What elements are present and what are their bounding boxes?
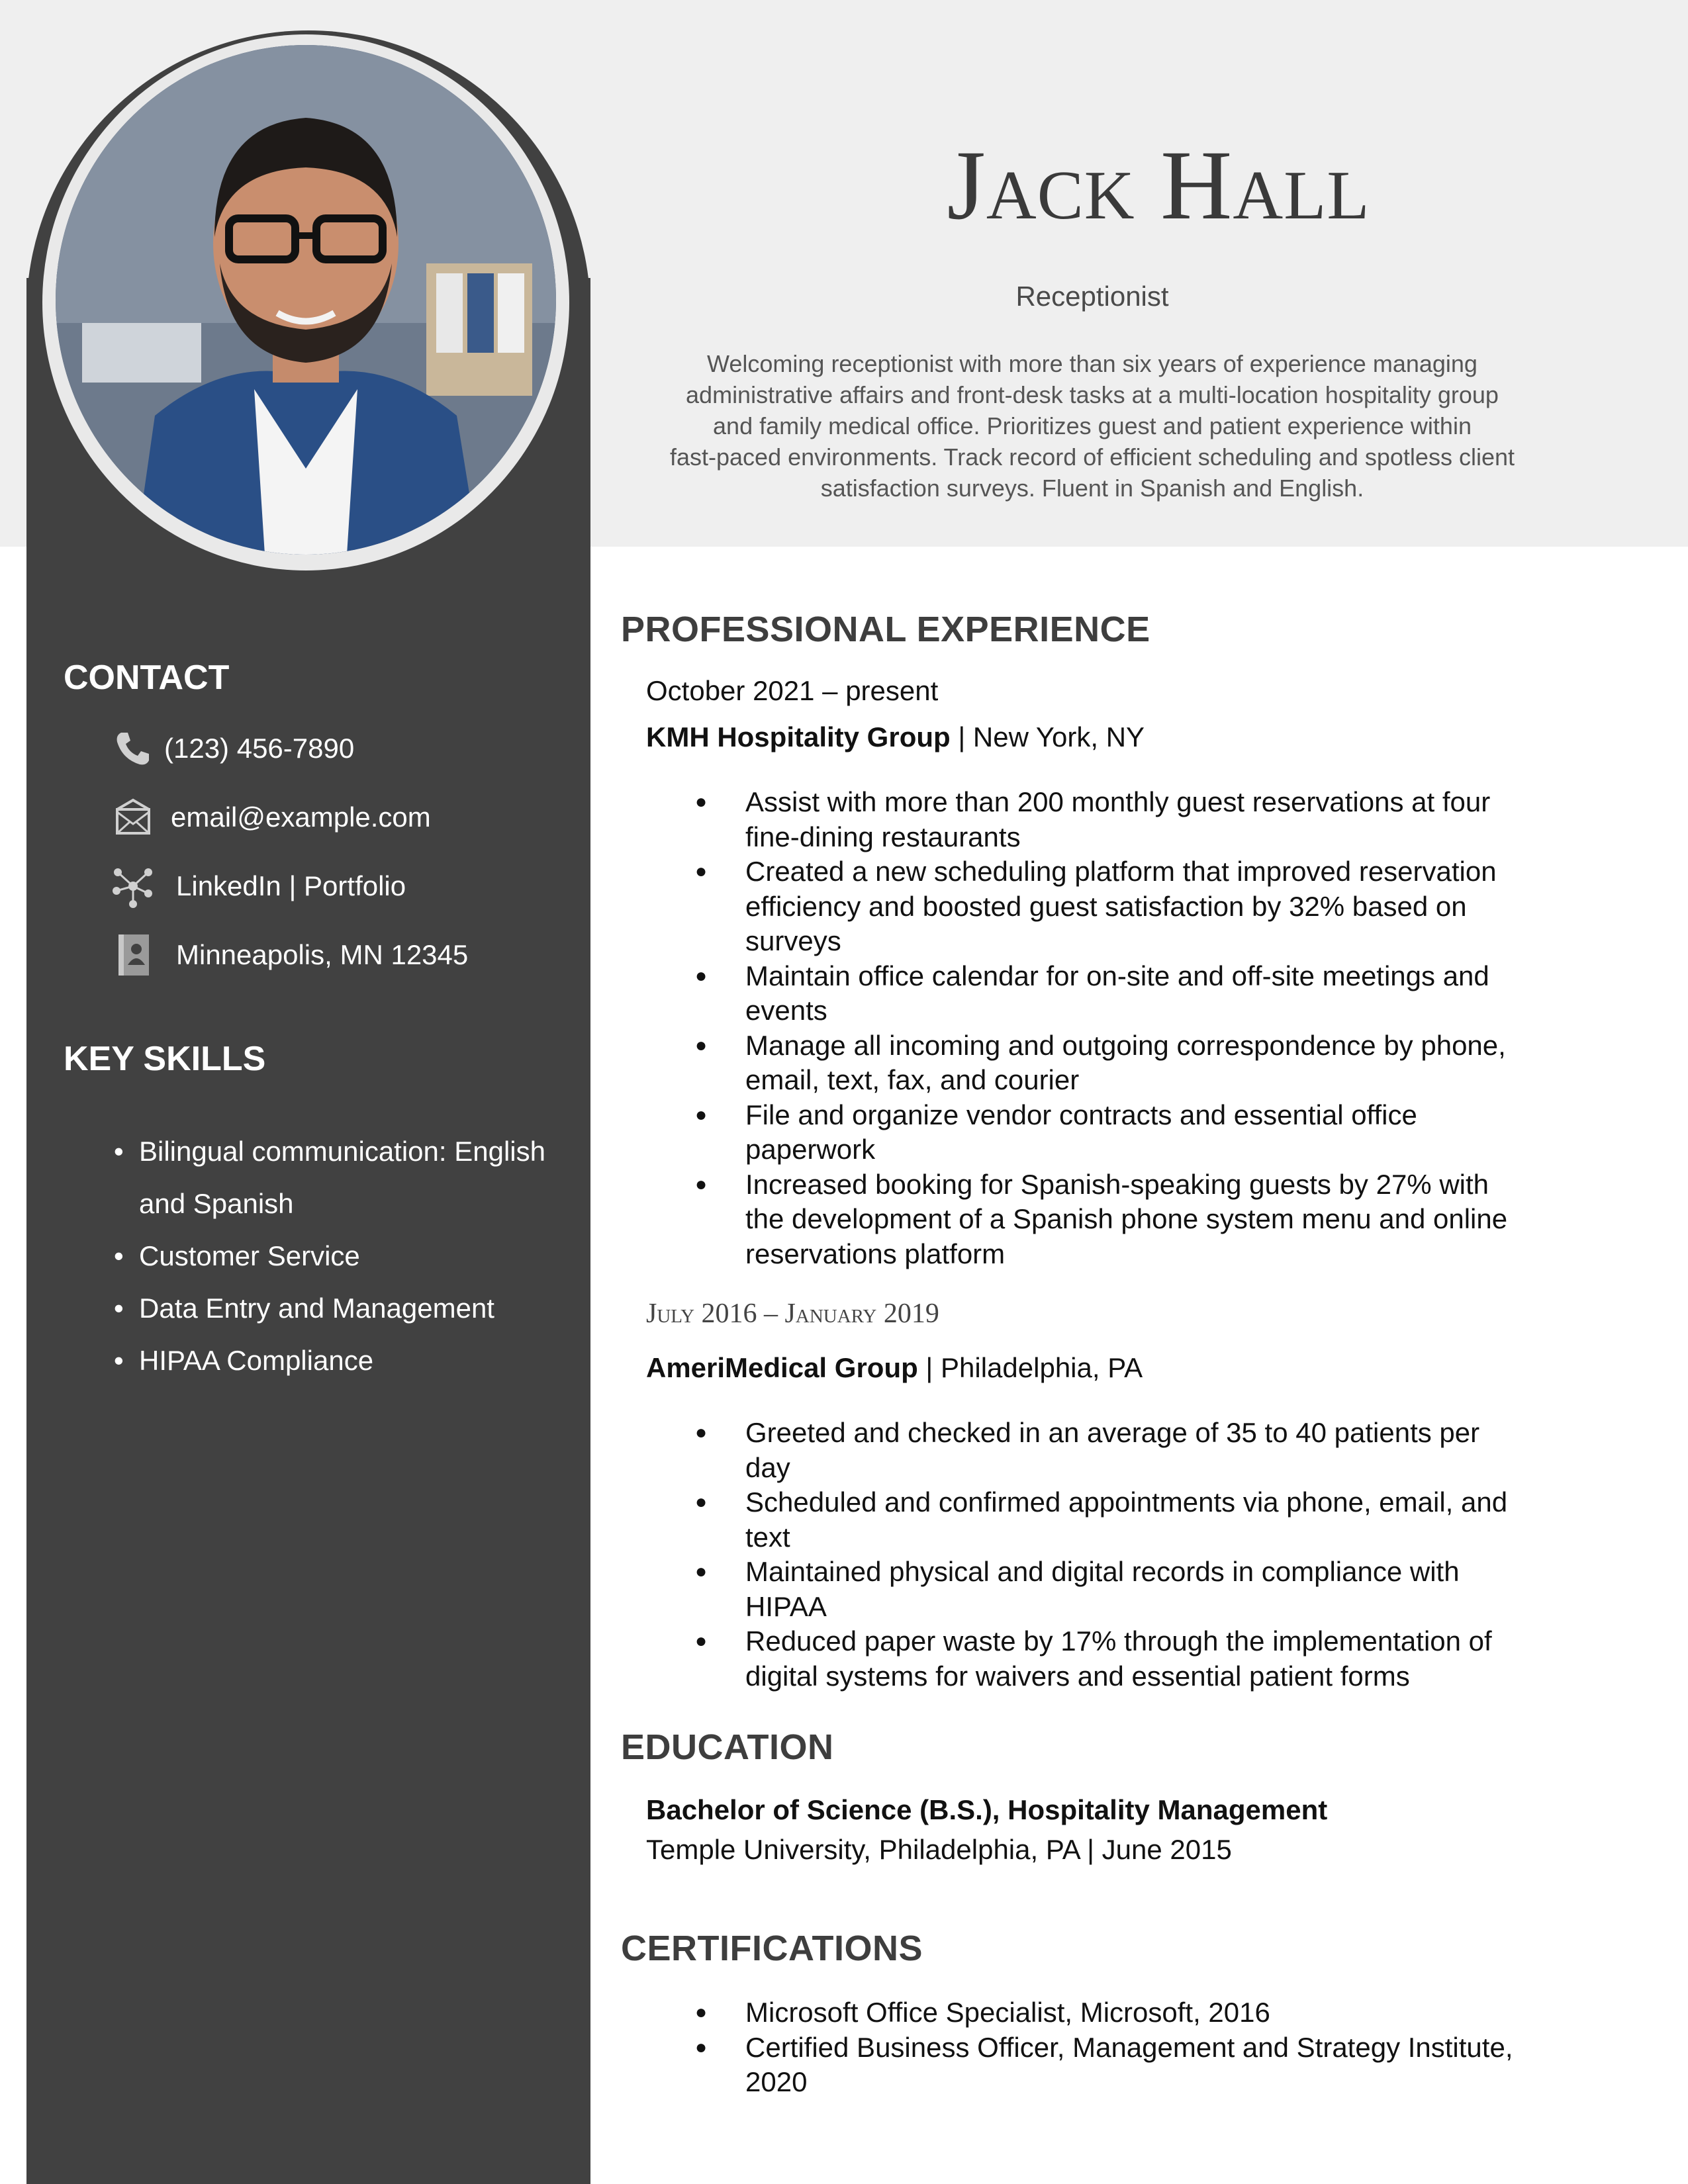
summary-line: and family medical office. Prioritizes guest and patient experience within <box>713 412 1472 439</box>
contact-links <box>111 863 406 909</box>
address-book-icon <box>111 933 155 977</box>
company-name: KMH Hospitality Group <box>646 721 951 752</box>
job-bullet: ● Maintained physical and digital records in compliance with HIPAA <box>745 1555 1513 1624</box>
main-content <box>621 609 1601 2100</box>
job-bullet: ● Created a new scheduling platform that improved reservation efficiency and boosted guest satisfaction by 32% based on surveys <box>745 854 1513 959</box>
job-bullet: ● Maintain office calendar for on-site and off-site meetings and events <box>745 959 1513 1028</box>
job-bullets <box>745 1416 1513 1694</box>
job-dates: July 2016 – January 2019 <box>646 1298 939 1329</box>
company-name: AmeriMedical Group <box>646 1352 918 1383</box>
skills-list <box>114 1125 577 1387</box>
summary-line: Welcoming receptionist with more than six years of experience managing <box>707 350 1477 377</box>
job-bullet: ● Reduced paper waste by 17% through the implementation of digital systems for waivers and essential patient forms <box>745 1624 1513 1694</box>
education-heading: EDUCATION <box>621 1727 834 1767</box>
skills-heading: KEY SKILLS <box>64 1040 266 1078</box>
contact-heading: CONTACT <box>64 659 230 697</box>
job-bullet: ● Increased booking for Spanish-speaking guests by 27% with the development of a Spanish phone system menu and online reservations platform <box>745 1167 1513 1272</box>
job-bullet: ● File and organize vendor contracts and essential office paperwork <box>745 1098 1513 1167</box>
candidate-name: Jack Hall <box>947 130 1370 240</box>
profile-photo <box>56 45 556 555</box>
network-icon <box>111 864 155 908</box>
skill-item: • Customer Service <box>114 1230 577 1282</box>
job-company <box>646 1352 1601 1384</box>
job-company <box>646 721 1601 753</box>
experience-heading: PROFESSIONAL EXPERIENCE <box>621 610 1150 649</box>
skill-item: • Data Entry and Management <box>114 1282 577 1334</box>
contact-email <box>111 794 431 841</box>
contact-location <box>111 932 468 978</box>
summary-line: satisfaction surveys. Fluent in Spanish and English. <box>820 475 1364 502</box>
certification-item: ● Microsoft Office Specialist, Microsoft, 2016 <box>745 1995 1513 2030</box>
certification-list <box>745 1995 1513 2100</box>
phone-number: (123) 456-7890 <box>164 733 355 764</box>
company-location: | Philadelphia, PA <box>917 1352 1143 1383</box>
job-bullet: ● Scheduled and confirmed appointments via phone, email, and text <box>745 1485 1513 1555</box>
envelope-icon <box>111 796 155 839</box>
job-bullets <box>745 785 1513 1271</box>
skill-item: • HIPAA Compliance <box>114 1334 577 1387</box>
job-bullet: ● Greeted and checked in an average of 35 to 40 patients per day <box>745 1416 1513 1485</box>
education-school: Temple University, Philadelphia, PA | June 2015 <box>646 1834 1232 1865</box>
contact-phone <box>111 725 354 772</box>
certification-item: ● Certified Business Officer, Management and Strategy Institute, 2020 <box>745 2030 1513 2100</box>
job-dates: October 2021 – present <box>646 675 939 706</box>
email-address[interactable]: email@example.com <box>171 801 431 833</box>
job-bullet: ● Assist with more than 200 monthly guest reservations at four fine-dining restaurants <box>745 785 1513 854</box>
skill-item: • Bilingual communication: English and Spanish <box>114 1125 577 1230</box>
location-text: Minneapolis, MN 12345 <box>176 939 469 970</box>
certifications-heading: CERTIFICATIONS <box>621 1929 923 1968</box>
job-bullet: ● Manage all incoming and outgoing correspondence by phone, email, text, fax, and courier <box>745 1028 1513 1098</box>
company-location: | New York, NY <box>950 721 1145 752</box>
summary-line: fast-paced environments. Track record of efficient scheduling and spotless client <box>669 443 1515 471</box>
profile-summary <box>635 348 1549 504</box>
profile-photo-illustration <box>56 45 556 555</box>
summary-line: administrative affairs and front-desk tasks at a multi-location hospitality group <box>686 381 1499 408</box>
phone-icon <box>111 727 155 770</box>
links-text[interactable]: LinkedIn | Portfolio <box>176 870 406 901</box>
job-title: Receptionist <box>1015 281 1169 312</box>
education-degree: Bachelor of Science (B.S.), Hospitality Management <box>646 1794 1328 1825</box>
